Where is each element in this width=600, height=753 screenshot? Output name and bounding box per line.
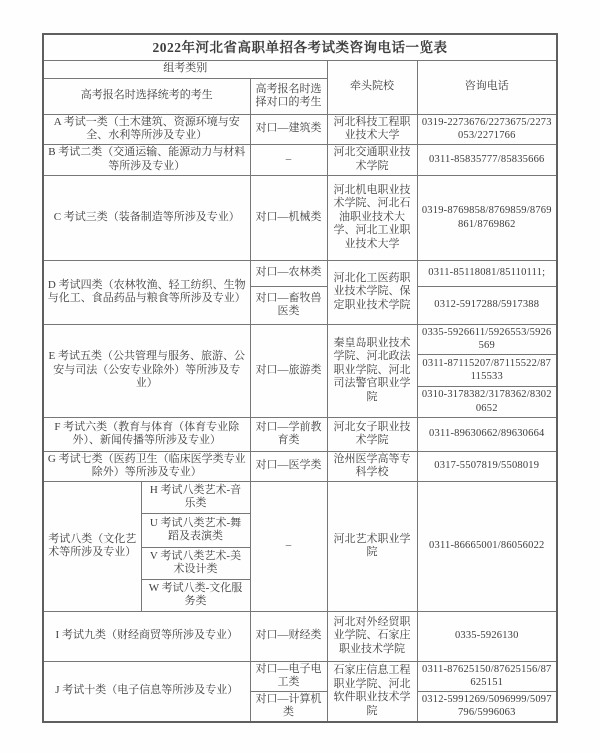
header-unified-candidates: 高考报名时选择统考的考生 [43,78,250,114]
table-row [43,175,557,260]
row-F-category-cell: F 考试六类（教育与体育（体育专业除外）、新闻传播等所涉及专业） [43,417,250,451]
row-J-category-cell: J 考试十类（电子信息等所涉及专业） [43,661,250,722]
row-A-category-cell: A 考试一类（土木建筑、资源环境与安全、水利等所涉及专业） [43,114,250,144]
row-E-phone-cell-2: 0311-87115207/87115522/87115533 [417,354,557,386]
row-C-college-cell: 河北机电职业技术学院、河北石油职业技术大学、河北工业职业技术大学 [327,175,417,260]
table-row [43,661,557,691]
row-B-category-cell: B 考试二类（交通运输、能源动力与材料等所涉及专业） [43,144,250,175]
row-I-phone-cell: 0335-5926130 [417,611,557,661]
row-E-phone-cell-3: 0310-3178382/3178362/83020652 [417,386,557,417]
table-row [43,481,557,513]
row-B-duikou-cell: – [250,144,327,175]
header-group-category: 组考类别 [43,60,327,78]
row-D-phone-cell-2: 0312-5917288/5917388 [417,286,557,324]
row-8-subcategory-cell-W: W 考试八类-文化服务类 [141,579,250,611]
row-8-subcategory-cell-U: U 考试八类艺术-舞蹈及表演类 [141,513,250,547]
table-row [43,451,557,481]
row-D-phone-cell-1: 0311-85118081/85110111; [417,260,557,286]
header-duikou-candidates: 高考报名时选择对口的考生 [250,78,327,114]
row-8-duikou-cell: – [250,481,327,611]
row-G-phone-cell: 0317-5507819/5508019 [417,451,557,481]
table-row [43,260,557,286]
row-A-duikou-cell: 对口—建筑类 [250,114,327,144]
table-row [43,611,557,661]
row-8-phone-cell: 0311-86665001/86056022 [417,481,557,611]
row-D-college-cell: 河北化工医药职业技术学院、保定职业技术学院 [327,260,417,324]
row-8-college-cell: 河北艺术职业学院 [327,481,417,611]
row-C-duikou-cell: 对口—机械类 [250,175,327,260]
row-G-duikou-cell: 对口—医学类 [250,451,327,481]
row-J-college-cell: 石家庄信息工程职业学院、河北软件职业技术学院 [327,661,417,722]
row-J-duikou-cell-1: 对口—电子电工类 [250,661,327,691]
row-B-college-cell: 河北交通职业技术学院 [327,144,417,175]
row-8-subcategory-cell-V: V 考试八类艺术-美术设计类 [141,547,250,579]
row-E-category-cell: E 考试五类（公共管理与服务、旅游、公安与司法（公安专业除外）等所涉及专业） [43,324,250,417]
row-J-phone-cell-1: 0311-87625150/87625156/87625151 [417,661,557,691]
row-F-phone-cell: 0311-89630662/89630664 [417,417,557,451]
row-J-phone-cell-2: 0312-5991269/5096999/5097796/5996063 [417,691,557,722]
row-I-category-cell: I 考试九类（财经商贸等所涉及专业） [43,611,250,661]
row-D-duikou-cell-1: 对口—农林类 [250,260,327,286]
row-C-category-cell: C 考试三类（装备制造等所涉及专业） [43,175,250,260]
row-8-category-cell: 考试八类（文化艺术等所涉及专业） [43,481,141,611]
row-D-category-cell: D 考试四类（农林牧渔、轻工纺织、生物与化工、食品药品与粮食等所涉及专业） [43,260,250,324]
row-A-phone-cell: 0319-2273676/2273675/2273053/2271766 [417,114,557,144]
table-row [43,144,557,175]
table-row [43,114,557,144]
row-B-phone-cell: 0311-85835777/85835666 [417,144,557,175]
row-C-phone-cell: 0319-8769858/8769859/8769861/8769862 [417,175,557,260]
row-J-duikou-cell-2: 对口—计算机类 [250,691,327,722]
table-row [43,324,557,354]
row-A-college-cell: 河北科技工程职业技术大学 [327,114,417,144]
row-E-duikou-cell: 对口—旅游类 [250,324,327,417]
row-I-duikou-cell: 对口—财经类 [250,611,327,661]
row-F-duikou-cell: 对口—学前教育类 [250,417,327,451]
table-row [43,417,557,451]
header-college: 牵头院校 [327,60,417,114]
row-G-college-cell: 沧州医学高等专科学校 [327,451,417,481]
table-title: 2022年河北省高职单招各考试类咨询电话一览表 [43,34,557,60]
row-E-phone-cell-1: 0335-5926611/5926553/5926569 [417,324,557,354]
row-G-category-cell: G 考试七类（医药卫生（临床医学类专业除外）等所涉及专业） [43,451,250,481]
header-phone: 咨询电话 [417,60,557,114]
row-8-subcategory-cell-H: H 考试八类艺术-音乐类 [141,481,250,513]
row-I-college-cell: 河北对外经贸职业学院、石家庄职业技术学院 [327,611,417,661]
phone-directory-table [42,33,558,723]
row-E-college-cell: 秦皇岛职业技术学院、河北政法职业学院、河北司法警官职业学院 [327,324,417,417]
row-F-college-cell: 河北女子职业技术学院 [327,417,417,451]
row-D-duikou-cell-2: 对口—畜牧兽医类 [250,286,327,324]
